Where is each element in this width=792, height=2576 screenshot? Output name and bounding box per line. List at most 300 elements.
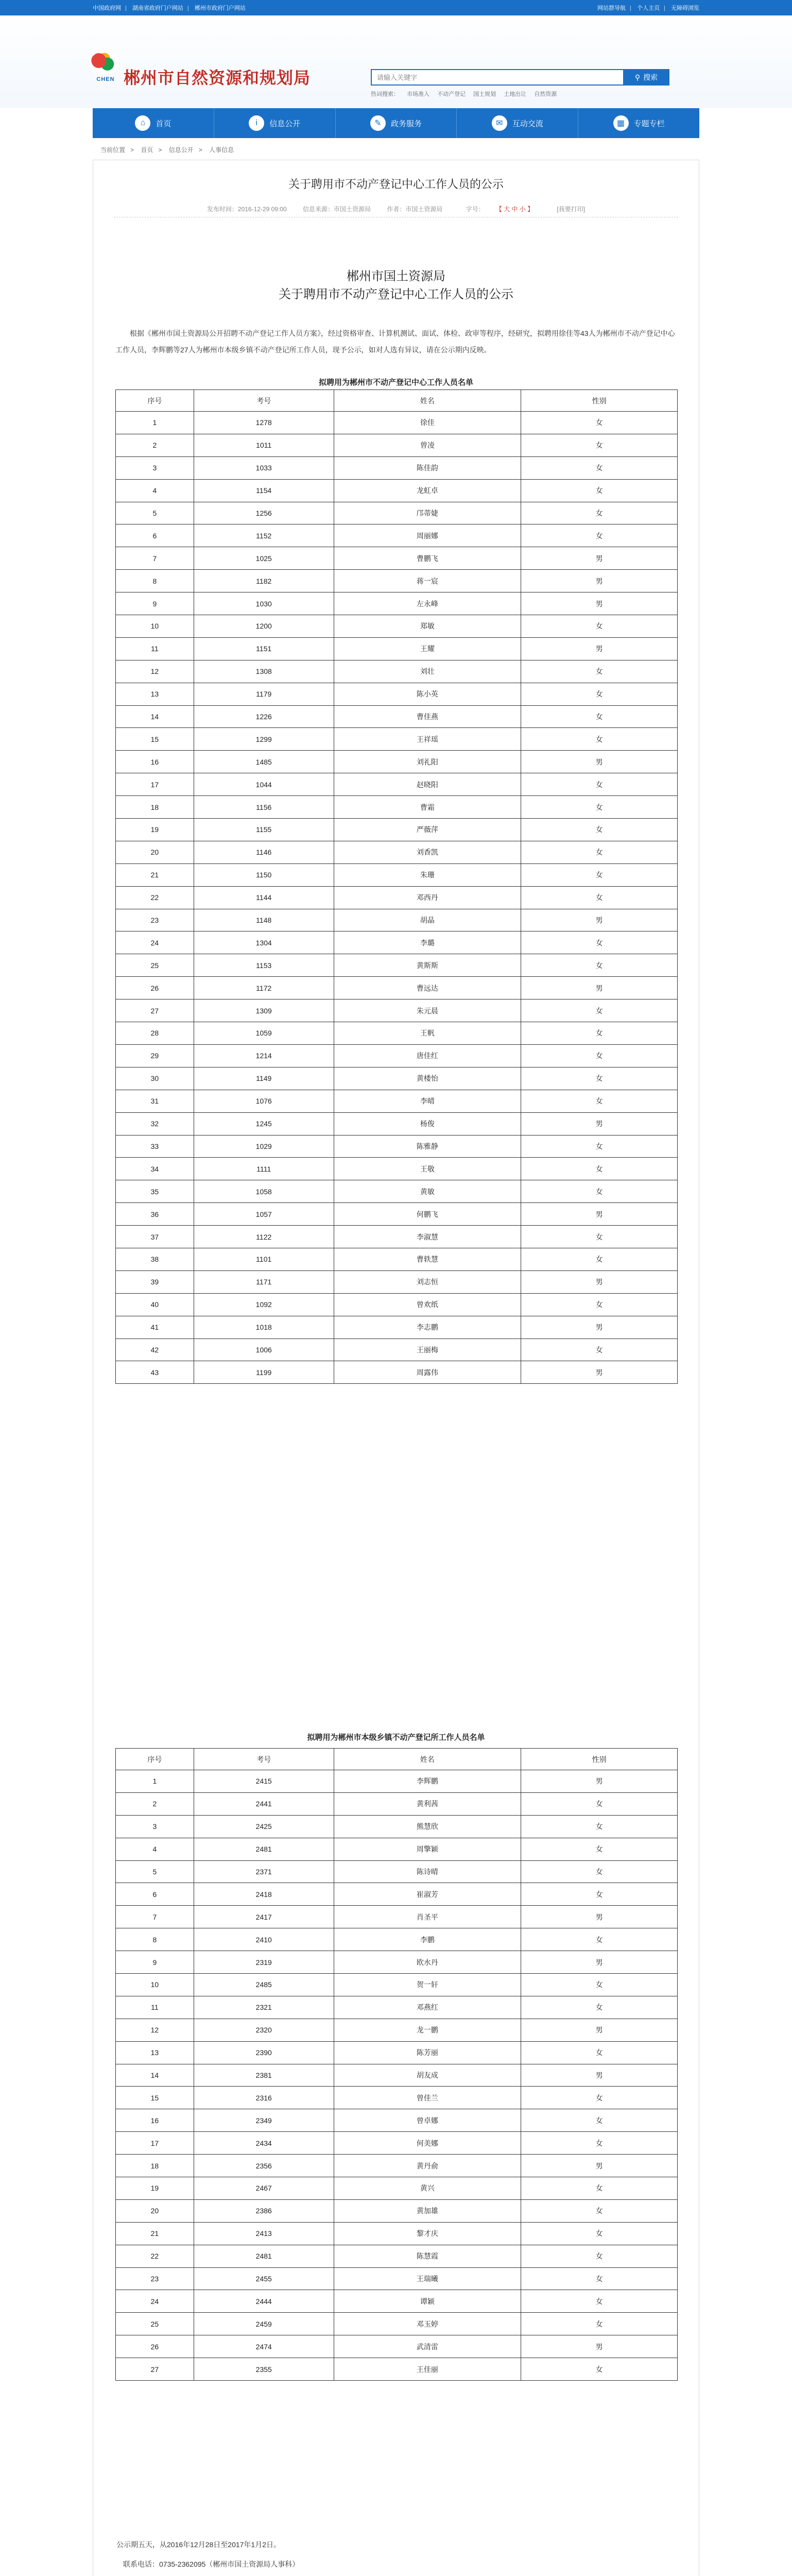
cell-exam-no: 2417 (194, 1906, 334, 1928)
cell-no: 26 (116, 977, 194, 999)
breadcrumb-info[interactable]: 信息公开 (168, 146, 194, 154)
cell-no: 27 (116, 2358, 194, 2381)
col-header-gender: 性别 (521, 390, 678, 412)
table-row (116, 1022, 678, 1045)
cell-exam-no: 1172 (194, 977, 334, 999)
cell-no: 16 (116, 2109, 194, 2132)
cell-name: 赵晓阳 (334, 773, 521, 796)
nav-label: 首页 (156, 119, 171, 128)
cell-gender: 女 (521, 2290, 678, 2313)
cell-no: 5 (116, 1860, 194, 1883)
cell-exam-no: 1006 (194, 1338, 334, 1361)
table-row (116, 2358, 678, 2381)
cell-name: 贺一轩 (334, 1974, 521, 1996)
cell-exam-no: 1199 (194, 1361, 334, 1384)
cell-no: 2 (116, 1792, 194, 1815)
nav-home[interactable] (93, 108, 214, 138)
table-row (116, 909, 678, 931)
cell-name: 陈佳韵 (334, 456, 521, 479)
cell-exam-no: 1148 (194, 909, 334, 931)
cell-exam-no: 1256 (194, 502, 334, 524)
table-row (116, 1135, 678, 1158)
cell-exam-no: 1029 (194, 1135, 334, 1158)
cell-no: 29 (116, 1044, 194, 1067)
table-row (116, 1906, 678, 1928)
cell-exam-no: 1076 (194, 1090, 334, 1112)
table-row (116, 1316, 678, 1338)
cell-no: 17 (116, 2132, 194, 2155)
cell-name: 刘志恒 (334, 1270, 521, 1293)
cell-gender: 女 (521, 2177, 678, 2200)
cell-name: 刘壮 (334, 660, 521, 683)
table-row (116, 547, 678, 570)
table-header-row (116, 1749, 678, 1770)
top-link-sitegroup[interactable]: 网站群导航 (597, 5, 626, 11)
cell-no: 37 (116, 1226, 194, 1248)
cell-no: 5 (116, 502, 194, 524)
cell-exam-no: 1485 (194, 751, 334, 773)
chat-icon: ✉ (492, 115, 507, 131)
table-row (116, 2041, 678, 2064)
top-link-gov[interactable]: 中国政府网 (93, 5, 121, 11)
cell-no: 21 (116, 863, 194, 886)
cell-no: 7 (116, 547, 194, 570)
cell-gender: 男 (521, 637, 678, 660)
hot-word[interactable]: 国土规划 (473, 91, 496, 97)
cell-name: 黄丹俞 (334, 2155, 521, 2177)
font-size-control[interactable]: 【 大 中 小 】 (498, 206, 534, 213)
cell-name: 邓西丹 (334, 886, 521, 909)
cell-exam-no: 2415 (194, 1770, 334, 1793)
cell-name: 胡友成 (334, 2064, 521, 2087)
cell-exam-no: 1149 (194, 1067, 334, 1090)
table-row (116, 977, 678, 999)
table-row (116, 615, 678, 638)
table-row (116, 2155, 678, 2177)
cell-name: 黄敏 (334, 1180, 521, 1203)
cell-no: 23 (116, 909, 194, 931)
cell-name: 崔淑芳 (334, 1883, 521, 1906)
hot-word[interactable]: 自然资源 (534, 91, 557, 97)
cell-name: 徐佳 (334, 412, 521, 434)
cell-name: 龙一鹏 (334, 2019, 521, 2041)
cell-exam-no: 1033 (194, 456, 334, 479)
cell-name: 黄利茜 (334, 1792, 521, 1815)
cell-no: 21 (116, 2222, 194, 2245)
cell-name: 陈小英 (334, 683, 521, 705)
nav-services[interactable] (336, 108, 457, 138)
cell-exam-no: 2349 (194, 2109, 334, 2132)
cell-no: 30 (116, 1067, 194, 1090)
table-row (116, 2245, 678, 2267)
cell-name: 欧水丹 (334, 1951, 521, 1974)
hot-word[interactable]: 市场准入 (407, 91, 430, 97)
table-row (116, 1361, 678, 1384)
cell-gender: 女 (521, 1135, 678, 1158)
cell-name: 曹轶慧 (334, 1248, 521, 1270)
cell-no: 20 (116, 2199, 194, 2222)
cell-gender: 男 (521, 1316, 678, 1338)
page-title: 关于聘用市不动产登记中心工作人员的公示 (288, 178, 504, 191)
cell-name: 黎才庆 (334, 2222, 521, 2245)
cell-gender: 女 (521, 2358, 678, 2381)
cell-name: 王瑞曦 (334, 2267, 521, 2290)
cell-exam-no: 2444 (194, 2290, 334, 2313)
table-row (116, 1951, 678, 1974)
cell-no: 14 (116, 705, 194, 728)
table-row (116, 773, 678, 796)
nav-info[interactable] (214, 108, 336, 138)
table-row (116, 1180, 678, 1203)
cell-exam-no: 2390 (194, 2041, 334, 2064)
cell-no: 8 (116, 1928, 194, 1951)
cell-no: 6 (116, 524, 194, 547)
cell-gender: 女 (521, 1860, 678, 1883)
contact-phone: 联系电话：0735-2362095（郴州市国土资源局人事科） (123, 2560, 300, 2568)
cell-no: 43 (116, 1361, 194, 1384)
cell-exam-no: 2320 (194, 2019, 334, 2041)
search-box (371, 69, 669, 86)
cell-no: 40 (116, 1293, 194, 1316)
article-meta (93, 205, 699, 213)
cell-gender: 男 (521, 547, 678, 570)
breadcrumb-personnel[interactable]: 人事信息 (209, 146, 234, 154)
cell-exam-no: 1214 (194, 1044, 334, 1067)
cell-gender: 女 (521, 456, 678, 479)
cell-gender: 女 (521, 479, 678, 502)
table-row (116, 2132, 678, 2155)
cell-exam-no: 1059 (194, 1022, 334, 1045)
cell-no: 9 (116, 1951, 194, 1974)
table-row (116, 1883, 678, 1906)
nav-label: 信息公开 (269, 119, 301, 128)
cell-gender: 男 (521, 1770, 678, 1793)
cell-exam-no: 1146 (194, 841, 334, 863)
cell-exam-no: 1226 (194, 705, 334, 728)
cell-gender: 女 (521, 412, 678, 434)
hot-words (371, 90, 563, 98)
cell-name: 李淑慧 (334, 1226, 521, 1248)
cell-no: 10 (116, 1974, 194, 1996)
cell-gender: 女 (521, 1044, 678, 1067)
cell-exam-no: 2413 (194, 2222, 334, 2245)
cell-gender: 女 (521, 728, 678, 751)
cell-name: 曾凌 (334, 434, 521, 456)
cell-exam-no: 1030 (194, 592, 334, 615)
cell-name: 李璐 (334, 931, 521, 954)
table-row (116, 2177, 678, 2200)
table-row (116, 456, 678, 479)
table-row (116, 2222, 678, 2245)
font-size-label: 字号： (466, 206, 485, 213)
cell-gender: 女 (521, 1883, 678, 1906)
cell-name: 陈雅静 (334, 1135, 521, 1158)
main-nav (93, 108, 699, 138)
cell-name: 王祥瑶 (334, 728, 521, 751)
table-row (116, 2087, 678, 2109)
cell-exam-no: 1245 (194, 1112, 334, 1135)
cell-gender: 女 (521, 1022, 678, 1045)
cell-gender: 女 (521, 841, 678, 863)
table-row (116, 2267, 678, 2290)
cell-gender: 男 (521, 1270, 678, 1293)
col-header-exam: 考号 (194, 390, 334, 412)
cell-name: 杨俊 (334, 1112, 521, 1135)
cell-exam-no: 2386 (194, 2199, 334, 2222)
table1-caption: 拟聘用为郴州市不动产登记中心工作人员名单 (318, 378, 473, 387)
table-town-staff (115, 1748, 678, 2381)
cell-no: 17 (116, 773, 194, 796)
cell-no: 36 (116, 1203, 194, 1226)
cell-name: 王佳丽 (334, 2358, 521, 2381)
cell-no: 41 (116, 1316, 194, 1338)
cell-gender: 男 (521, 751, 678, 773)
cell-no: 4 (116, 479, 194, 502)
table-row (116, 931, 678, 954)
table-row (116, 2019, 678, 2041)
cell-exam-no: 1057 (194, 1203, 334, 1226)
cell-exam-no: 1200 (194, 615, 334, 638)
cell-no: 22 (116, 2245, 194, 2267)
cell-no: 9 (116, 592, 194, 615)
table-row (116, 999, 678, 1022)
site-logo[interactable] (90, 52, 121, 88)
cell-exam-no: 2355 (194, 2358, 334, 2381)
cell-no: 25 (116, 2313, 194, 2335)
cell-exam-no: 1058 (194, 1180, 334, 1203)
cell-no: 11 (116, 1996, 194, 2019)
cell-gender: 女 (521, 1067, 678, 1090)
cell-gender: 女 (521, 1338, 678, 1361)
cell-exam-no: 1150 (194, 863, 334, 886)
table-row (116, 954, 678, 977)
cell-exam-no: 2381 (194, 2064, 334, 2087)
table-row (116, 1226, 678, 1248)
table-row (116, 2335, 678, 2358)
table-row (116, 1090, 678, 1112)
cell-gender: 女 (521, 1792, 678, 1815)
table2-caption: 拟聘用为郴州市本级乡镇不动产登记所工作人员名单 (307, 1733, 485, 1742)
cell-gender: 男 (521, 1112, 678, 1135)
breadcrumb-home[interactable]: 首页 (141, 146, 153, 154)
cell-no: 8 (116, 570, 194, 592)
table-row (116, 2290, 678, 2313)
cell-name: 刘香凯 (334, 841, 521, 863)
cell-gender: 女 (521, 705, 678, 728)
cell-exam-no: 2321 (194, 1996, 334, 2019)
cell-gender: 女 (521, 1838, 678, 1860)
cell-gender: 女 (521, 1090, 678, 1112)
cell-gender: 女 (521, 931, 678, 954)
cell-no: 2 (116, 434, 194, 456)
cell-exam-no: 2485 (194, 1974, 334, 1996)
nav-label: 政务服务 (390, 119, 422, 128)
cell-gender: 女 (521, 796, 678, 819)
table-row (116, 2313, 678, 2335)
table-row (116, 683, 678, 705)
cell-no: 27 (116, 999, 194, 1022)
cell-exam-no: 2459 (194, 2313, 334, 2335)
table-row (116, 728, 678, 751)
cell-name: 龙虹卓 (334, 479, 521, 502)
cell-name: 唐佳红 (334, 1044, 521, 1067)
cell-no: 3 (116, 456, 194, 479)
col-header-no: 序号 (116, 390, 194, 412)
cell-gender: 男 (521, 909, 678, 931)
top-link-hunan[interactable]: 湖南省政府门户网站 (132, 5, 183, 11)
cell-exam-no: 2371 (194, 1860, 334, 1883)
cell-name: 邓玉婷 (334, 2313, 521, 2335)
cell-name: 王敬 (334, 1158, 521, 1180)
cell-gender: 男 (521, 570, 678, 592)
cell-exam-no: 1018 (194, 1316, 334, 1338)
search-input[interactable] (371, 69, 623, 86)
top-link-chenzhou[interactable]: 郴州市政府门户网站 (194, 5, 246, 11)
cell-no: 16 (116, 751, 194, 773)
table-row (116, 1338, 678, 1361)
cell-exam-no: 2319 (194, 1951, 334, 1974)
cell-name: 周擎颖 (334, 1838, 521, 1860)
cell-gender: 男 (521, 2155, 678, 2177)
table-row (116, 592, 678, 615)
cell-gender: 男 (521, 1951, 678, 1974)
hot-word[interactable]: 不动产登记 (437, 91, 466, 97)
cell-name: 李晴 (334, 1090, 521, 1112)
table-row (116, 819, 678, 841)
table-row (116, 412, 678, 434)
cell-gender: 女 (521, 434, 678, 456)
cell-exam-no: 1179 (194, 683, 334, 705)
table-row (116, 2199, 678, 2222)
cell-no: 42 (116, 1338, 194, 1361)
cell-name: 陈芳丽 (334, 2041, 521, 2064)
cell-no: 25 (116, 954, 194, 977)
top-links-left: 中国政府网 | 湖南省政府门户网站 | 郴州市政府门户网站 (93, 5, 246, 11)
table-row (116, 1792, 678, 1815)
cell-exam-no: 1308 (194, 660, 334, 683)
cell-exam-no: 1092 (194, 1293, 334, 1316)
cell-gender: 女 (521, 2041, 678, 2064)
cell-exam-no: 1171 (194, 1270, 334, 1293)
cell-exam-no: 2467 (194, 2177, 334, 2200)
cell-exam-no: 1011 (194, 434, 334, 456)
author: 作者：市国土资源局 (387, 206, 443, 213)
cell-gender: 女 (521, 2222, 678, 2245)
cell-name: 何美娜 (334, 2132, 521, 2155)
cell-gender: 女 (521, 2245, 678, 2267)
table-row (116, 1974, 678, 1996)
cell-no: 20 (116, 841, 194, 863)
table-row (116, 1044, 678, 1067)
search-icon: ⚲ (634, 73, 641, 81)
cell-name: 朱珊 (334, 863, 521, 886)
cell-name: 陈诗晴 (334, 1860, 521, 1883)
col-header-exam: 考号 (194, 1749, 334, 1770)
table-row (116, 1996, 678, 2019)
cell-gender: 女 (521, 1996, 678, 2019)
table-row (116, 660, 678, 683)
cell-no: 15 (116, 728, 194, 751)
table-row (116, 1860, 678, 1883)
table-row (116, 502, 678, 524)
cell-gender: 女 (521, 1815, 678, 1838)
cell-no: 12 (116, 660, 194, 683)
search-button[interactable] (623, 69, 669, 86)
hot-word[interactable]: 土地出让 (504, 91, 527, 97)
cell-no: 35 (116, 1180, 194, 1203)
cell-name: 王丽梅 (334, 1338, 521, 1361)
table-row (116, 570, 678, 592)
top-link-personal[interactable]: 个人主页 (637, 5, 660, 11)
cell-gender: 男 (521, 2019, 678, 2041)
info-icon: i (249, 115, 264, 131)
cell-gender: 女 (521, 502, 678, 524)
cell-gender: 女 (521, 2132, 678, 2155)
cell-gender: 女 (521, 683, 678, 705)
cell-gender: 男 (521, 1906, 678, 1928)
cell-no: 11 (116, 637, 194, 660)
cell-no: 22 (116, 886, 194, 909)
cell-exam-no: 2434 (194, 2132, 334, 2155)
cell-name: 黄加雄 (334, 2199, 521, 2222)
cell-name: 朱元晨 (334, 999, 521, 1022)
cell-no: 1 (116, 1770, 194, 1793)
cell-exam-no: 1309 (194, 999, 334, 1022)
cell-name: 曹霜 (334, 796, 521, 819)
cell-name: 邓燕红 (334, 1996, 521, 2019)
cell-gender: 男 (521, 977, 678, 999)
cell-exam-no: 1155 (194, 819, 334, 841)
cell-exam-no: 1151 (194, 637, 334, 660)
cell-no: 3 (116, 1815, 194, 1838)
cell-gender: 女 (521, 999, 678, 1022)
cell-no: 13 (116, 683, 194, 705)
col-header-name: 姓名 (334, 1749, 521, 1770)
cell-no: 24 (116, 931, 194, 954)
cell-exam-no: 2455 (194, 2267, 334, 2290)
cell-name: 曹佳燕 (334, 705, 521, 728)
table-row (116, 1067, 678, 1090)
table-row (116, 1203, 678, 1226)
cell-no: 14 (116, 2064, 194, 2087)
cell-no: 23 (116, 2267, 194, 2290)
cell-no: 13 (116, 2041, 194, 2064)
cell-exam-no: 1152 (194, 524, 334, 547)
table-row (116, 886, 678, 909)
cell-gender: 男 (521, 592, 678, 615)
table-row (116, 637, 678, 660)
cell-name: 蒋一宸 (334, 570, 521, 592)
nav-interaction[interactable] (457, 108, 578, 138)
cell-gender: 女 (521, 954, 678, 977)
nav-columns[interactable] (578, 108, 699, 138)
print-link[interactable]: [我要打印] (557, 206, 586, 213)
edit-icon: ✎ (370, 115, 386, 131)
cell-gender: 女 (521, 1974, 678, 1996)
top-link-accessibility[interactable]: 无障碍浏览 (671, 5, 699, 11)
cell-name: 肖圣平 (334, 1906, 521, 1928)
table-row (116, 1112, 678, 1135)
cell-exam-no: 1182 (194, 570, 334, 592)
cell-name: 左永峰 (334, 592, 521, 615)
cell-name: 周丽娜 (334, 524, 521, 547)
table-center-staff (115, 389, 678, 1384)
cell-exam-no: 2356 (194, 2155, 334, 2177)
cell-no: 12 (116, 2019, 194, 2041)
info-source: 信息来源：市国土资源局 (303, 206, 371, 213)
cell-gender: 女 (521, 1226, 678, 1248)
table-row (116, 2064, 678, 2087)
